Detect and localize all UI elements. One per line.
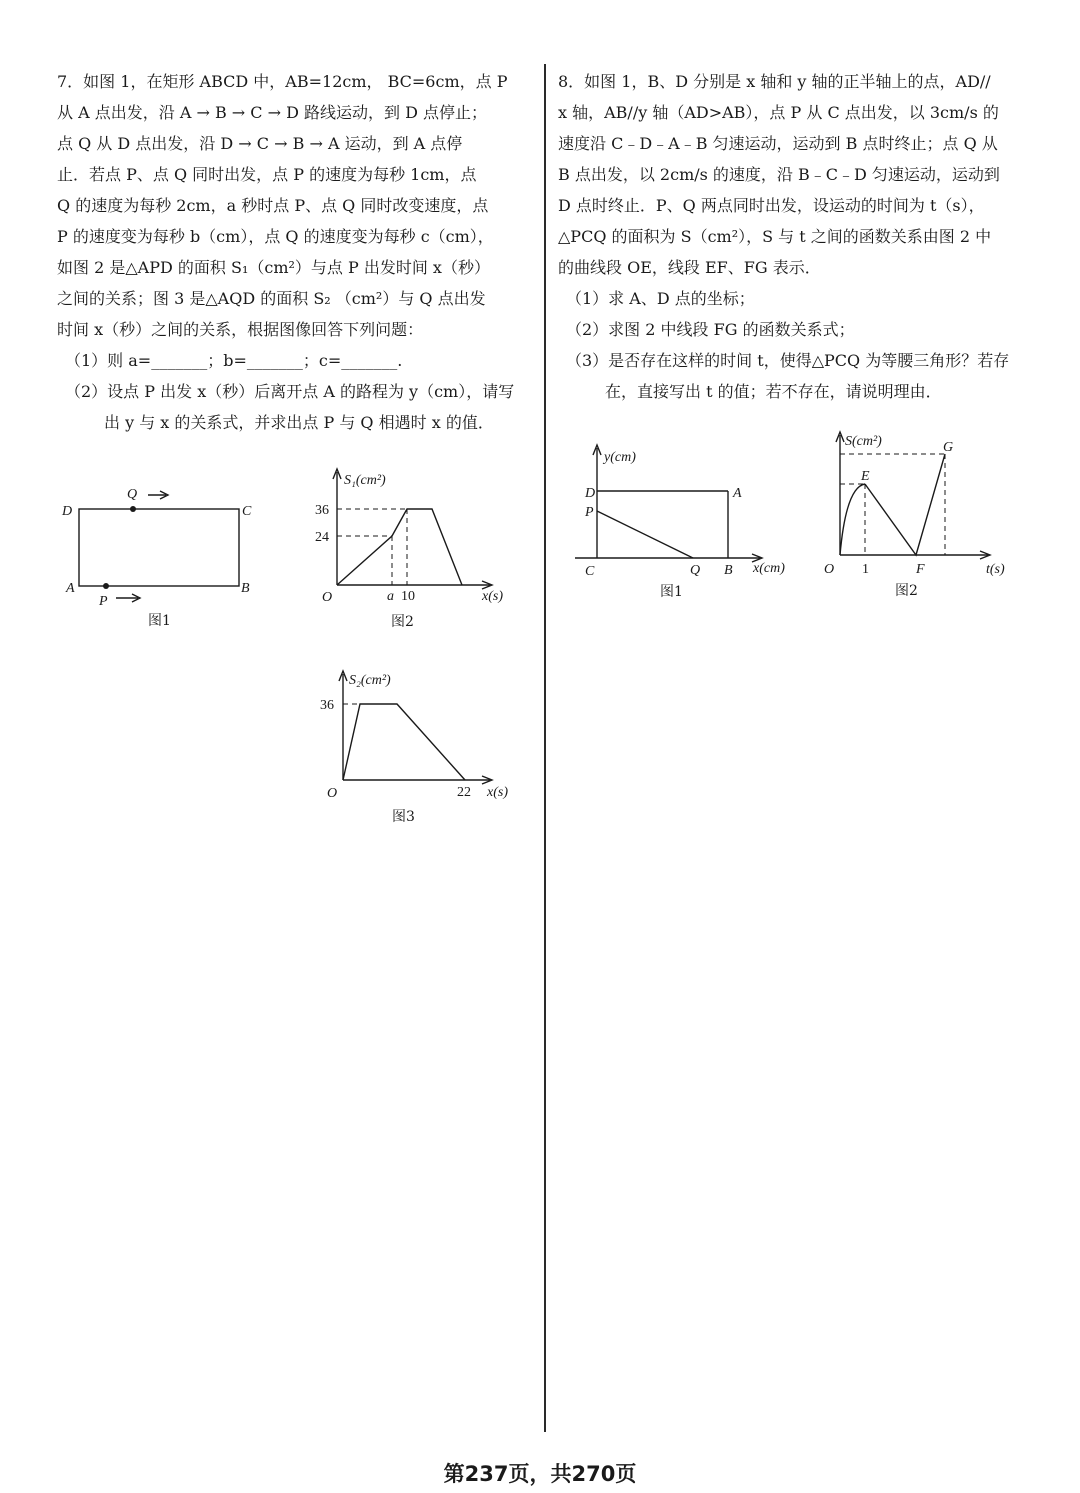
s1-graph-line [337,509,462,585]
origin-label: O [824,562,835,577]
x-axis-label: x(s) [487,785,508,800]
y-axis-label: S(cm²) [845,434,882,449]
problem-7-line: 之间的关系；图 3 是△AQD 的面积 S₂ （cm²）与 Q 点出发 [57,289,486,308]
x-tick-label: a [387,589,394,604]
problem-8-line: B 点出发，以 2cm/s 的速度，沿 B﹣C﹣D 匀速运动，运动到 [558,165,1000,184]
point-label-c: C [585,564,595,579]
p7-figure-2-graph [310,460,525,635]
y-axis-label: y(cm) [604,450,636,465]
problem-7 [57,66,527,438]
point-label-a: A [733,486,742,501]
p7-figure-3-graph [310,660,525,830]
problem-8-line: △PCQ 的面积为 S（cm²），S 与 t 之间的函数关系由图 2 中 [558,227,992,246]
vertex-label-c: C [242,504,252,519]
problem-8-line: 速度沿 C﹣D﹣A﹣B 匀速运动，运动到 B 点时终止；点 Q 从 [558,134,998,153]
x-axis-label: x(cm) [753,561,785,576]
point-label-p: P [585,505,594,520]
segments-ef-fg [865,454,945,555]
s2-graph-line [343,704,465,780]
point-label-b: B [724,563,733,578]
y-axis-label: S₁(cm²) [344,473,386,488]
y-axis-label: S₂(cm²) [349,673,391,688]
figure-caption: 图1 [148,613,171,629]
point-label-p: P [99,594,108,609]
x-axis-label: x(s) [482,589,503,604]
problem-8-line: x 轴，AB//y 轴（AD>AB），点 P 从 C 点出发，以 3cm/s 的 [558,103,999,122]
problem-7-line: 止．若点 P、点 Q 同时出发，点 P 的速度为每秒 1cm，点 [57,165,477,184]
y-tick-label: 36 [315,503,329,518]
problem-8-line: 8．如图 1，B、D 分别是 x 轴和 y 轴的正半轴上的点，AD// [558,72,991,91]
origin-label: O [327,786,338,801]
rectangle-abcd [79,509,239,586]
problem-7-line: 从 A 点出发，沿 A → B → C → D 路线运动，到 D 点停止； [57,103,488,122]
point-label-e: E [861,469,870,484]
p8-figure-1 [570,440,805,605]
problem-7-question-1: （1）则 a=_______；b=_______；c=_______. [65,351,403,370]
x-axis-label: t(s) [986,562,1005,577]
point-label-q: Q [690,563,701,578]
problem-8-question-3: （3）是否存在这样的时间 t，使得△PCQ 为等腰三角形？若存在，直接写出 t 的值；若不存在，请说明理由． [566,351,1010,401]
problem-7-line: 7．如图 1，在矩形 ABCD 中，AB=12cm， BC=6cm，点 P [57,72,508,91]
problem-8-line: 的曲线段 OE，线段 EF、FG 表示． [558,258,821,277]
curve-oe [840,484,865,555]
problem-8-line: D 点时终止．P、Q 两点同时出发，设运动的时间为 t（s）， [558,196,985,215]
y-tick-label: 24 [315,530,329,545]
figure-caption: 图3 [392,809,415,825]
vertex-label-d: D [62,504,73,519]
problem-8-question-1: （1）求 A、D 点的坐标； [566,289,755,308]
point-p [103,583,109,589]
problem-7-line: 点 Q 从 D 点出发，沿 D → C → B → A 运动，到 A 点停 [57,134,463,153]
x-tick-label: 10 [401,589,415,604]
column-divider [544,64,546,1432]
problem-8 [558,66,1033,407]
problem-7-question-2: （2）设点 P 出发 x（秒）后离开点 A 的路程为 y（cm），请写出 y 与 x 的关系式，并求出点 P 与 Q 相遇时 x 的值． [65,382,515,432]
vertex-label-a: A [66,581,75,596]
problem-7-line: 时间 x（秒）之间的关系，根据图像回答下列问题： [57,320,424,339]
p7-figure-1-rectangle [50,480,280,640]
point-label-q: Q [127,487,138,502]
problem-7-line: P 的速度变为每秒 b（cm），点 Q 的速度变为每秒 c（cm）， [57,227,494,246]
x-tick-label: 1 [862,562,869,577]
p8-figure-2-graph [815,425,1030,605]
vertex-label-b: B [241,581,250,596]
figure-caption: 图2 [895,583,918,599]
point-label-d: D [585,486,596,501]
figure-caption: 图2 [391,614,414,630]
origin-label: O [322,590,333,605]
problem-7-line: 如图 2 是△APD 的面积 S₁（cm²）与点 P 出发时间 x（秒） [57,258,490,277]
y-tick-label: 36 [320,698,334,713]
problem-8-question-2: （2）求图 2 中线段 FG 的函数关系式； [566,320,855,339]
point-label-f: F [916,562,925,577]
problem-7-line: Q 的速度为每秒 2cm，a 秒时点 P、点 Q 同时改变速度，点 [57,196,489,215]
point-q [130,506,136,512]
figure-caption: 图1 [660,584,683,600]
x-tick-label: 22 [457,785,471,800]
segment-pq [597,511,693,558]
page-footer: 第237页，共270页 [443,1462,637,1486]
point-label-g: G [943,440,954,455]
